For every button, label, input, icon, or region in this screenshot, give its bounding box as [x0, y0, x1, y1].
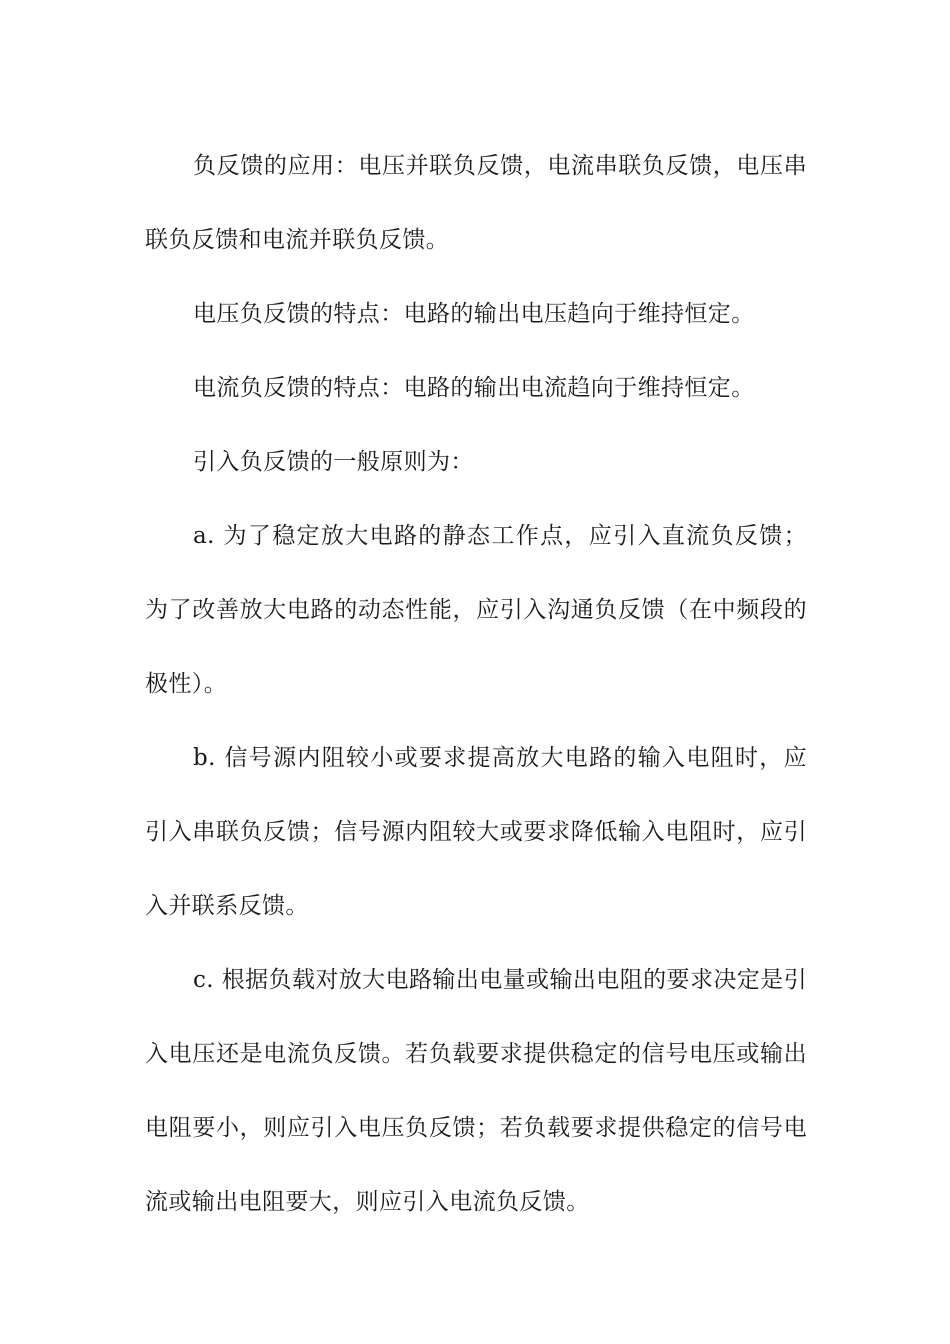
paragraph-voltage-feedback-features: 电压负反馈的特点：电路的输出电压趋向于维持恒定。	[193, 301, 755, 327]
paragraph-principle-a: a. 为了稳定放大电路的静态工作点，应引入直流负反馈；为了改善放大电路的动态性能，应引入沟通负反馈（在中频段的极性）。	[145, 523, 807, 697]
paragraph-principle-b: b. 信号源内阻较小或要求提高放大电路的输入电阻时，应引入串联负反馈；信号源内阻较大或要求降低输入电阻时，应引入并联系反馈。	[145, 745, 807, 919]
paragraph-feedback-applications: 负反馈的应用：电压并联负反馈，电流串联负反馈，电压串联负反馈和电流并联负反馈。	[145, 153, 807, 253]
document-body	[145, 129, 807, 1239]
paragraph-current-feedback-features: 电流负反馈的特点：电路的输出电流趋向于维持恒定。	[193, 375, 755, 401]
paragraph-general-principles-heading: 引入负反馈的一般原则为：	[193, 449, 474, 475]
paragraph-principle-c: c. 根据负载对放大电路输出电量或输出电阻的要求决定是引入电压还是电流负反馈。若负载要求提供稳定的信号电压或输出电阻要小，则应引入电压负反馈；若负载要求提供稳定的信号电流或输出电阻要大，则应引入电流负反馈。	[145, 967, 807, 1215]
